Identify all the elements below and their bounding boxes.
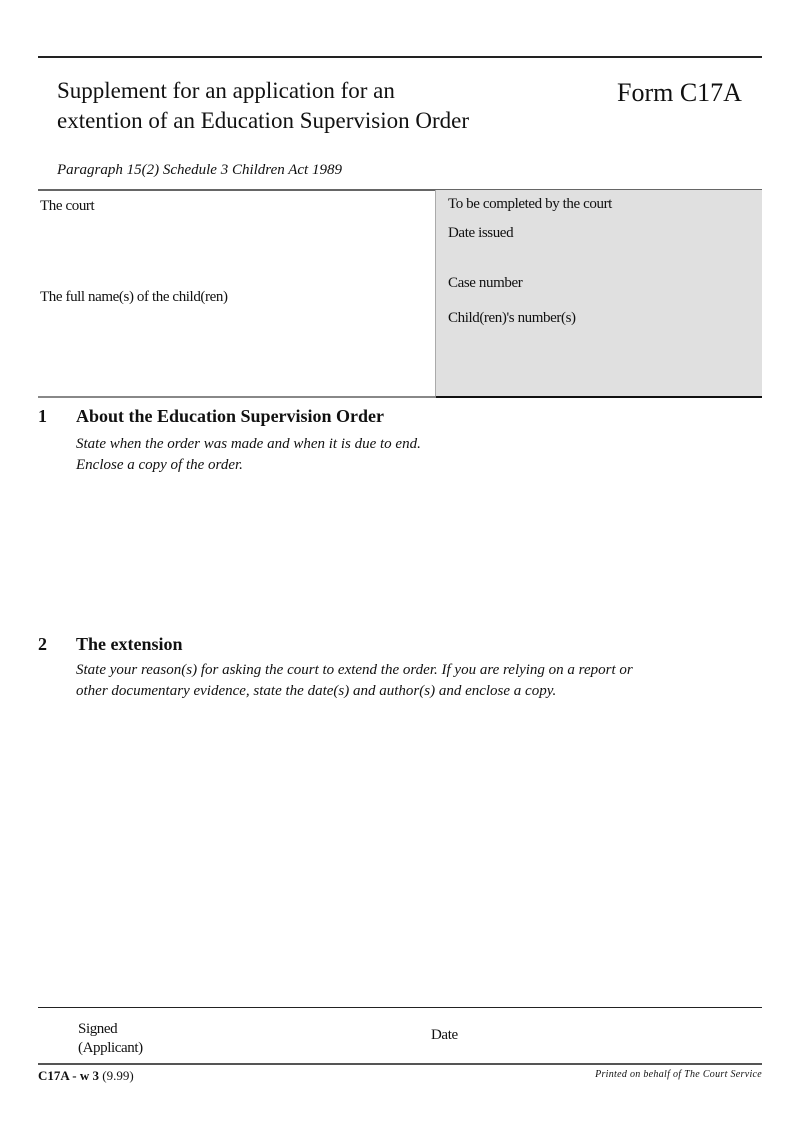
paragraph-reference: Paragraph 15(2) Schedule 3 Children Act 1989 [57, 162, 342, 178]
form-title [57, 76, 577, 136]
section-2-answer-field[interactable] [76, 708, 762, 998]
children-names-field[interactable] [38, 310, 428, 390]
section-2-title: The extension [76, 634, 183, 654]
top-rule [38, 56, 762, 58]
signed-label: Signed [78, 1021, 118, 1037]
court-use-box [435, 190, 762, 397]
children-numbers-label: Child(ren)'s number(s) [448, 310, 576, 326]
section-1-answer-field[interactable] [76, 480, 762, 625]
section-2-number: 2 [38, 634, 47, 654]
court-field[interactable] [38, 220, 428, 280]
children-names-label: The full name(s) of the child(ren) [40, 289, 228, 305]
court-label: The court [40, 198, 95, 214]
signature-rule [38, 1007, 762, 1008]
section-divider-right [436, 396, 762, 398]
form-code [38, 1068, 134, 1084]
section-divider-left [38, 396, 436, 398]
section-1-help-line-1: State when the order was made and when it is due to end. [76, 436, 421, 452]
date-issued-label: Date issued [448, 225, 514, 241]
section-2-help [76, 660, 716, 702]
form-version: (9.99) [102, 1068, 134, 1083]
footer-rule [38, 1063, 762, 1065]
form-id: Form C17A [617, 78, 742, 107]
signed-label-group [78, 1020, 143, 1058]
applicant-label: (Applicant) [78, 1040, 143, 1056]
signature-field[interactable] [150, 1015, 410, 1059]
section-2-help-line-1: State your reason(s) for asking the court to extend the order. If you are relying on a report or [76, 662, 633, 678]
date-label: Date [431, 1027, 458, 1043]
section-1-number: 1 [38, 406, 47, 426]
section-1-title: About the Education Supervision Order [76, 406, 385, 426]
section-2-help-line-2: other documentary evidence, state the date(s) and author(s) and enclose a copy. [76, 683, 557, 699]
section-1-help-line-2: Enclose a copy of the order. [76, 457, 243, 473]
date-field[interactable] [470, 1015, 760, 1059]
court-use-heading: To be completed by the court [448, 196, 612, 212]
form-title-line-1: Supplement for an application for an [57, 78, 395, 103]
printed-by: Printed on behalf of The Court Service [595, 1069, 762, 1080]
case-number-label: Case number [448, 275, 523, 291]
section-1-help [76, 434, 716, 476]
form-code-id: C17A - w 3 [38, 1068, 100, 1083]
form-title-line-2: extention of an Education Supervision Order [57, 108, 469, 133]
